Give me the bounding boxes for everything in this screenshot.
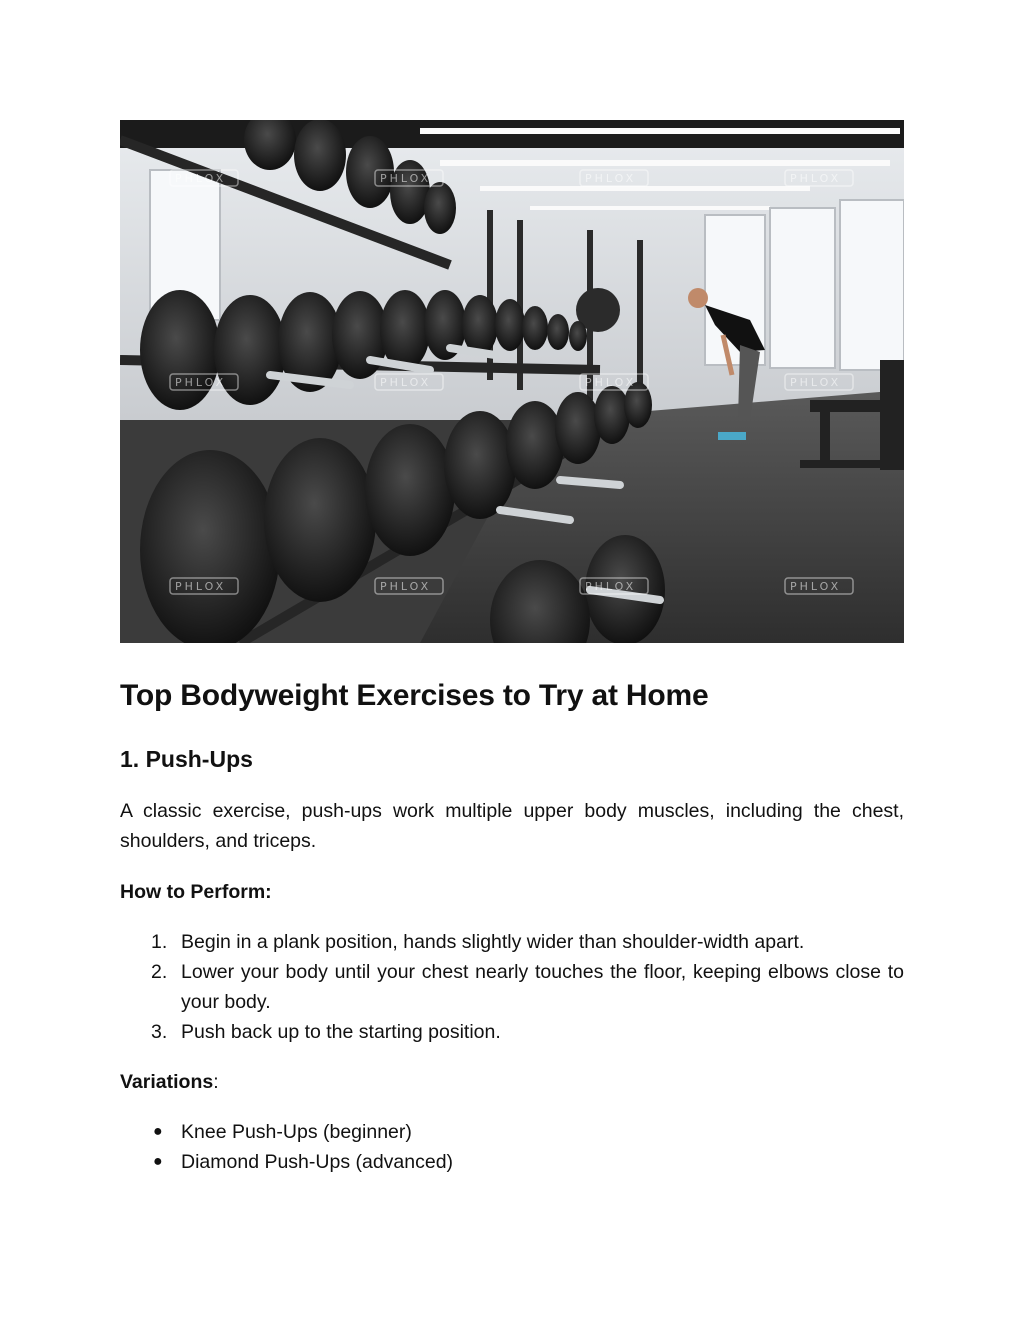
svg-text:PHLOX: PHLOX [175,172,227,185]
svg-text:PHLOX: PHLOX [585,580,637,593]
intro-paragraph: A classic exercise, push-ups work multiple upper body muscles, including the chest, shoulders, and triceps. [120,800,904,852]
svg-text:PHLOX: PHLOX [175,580,227,593]
list-item [120,927,904,957]
list-number: 1. [151,931,168,953]
how-to-label: How to Perform: [120,881,272,903]
variations-label [120,1067,219,1097]
list-item [120,1117,904,1147]
article-title: Top Bodyweight Exercises to Try at Home [120,679,709,712]
svg-text:PHLOX: PHLOX [790,172,842,185]
step-text: Begin in a plank position, hands slightly wider than shoulder-width apart. [181,931,805,953]
bullet-icon: ● [153,1153,163,1170]
list-number: 3. [151,1021,168,1043]
variation-text: Knee Push-Ups (beginner) [181,1121,412,1143]
list-item [120,1017,904,1047]
variation-text: Diamond Push-Ups (advanced) [181,1151,454,1173]
bullet-icon: ● [153,1123,163,1140]
step-text: Push back up to the starting position. [181,1021,501,1043]
list-number: 2. [151,961,168,983]
variations-label-colon: : [213,1071,219,1093]
svg-text:PHLOX: PHLOX [790,376,842,389]
gym-photo [120,120,904,643]
svg-text:PHLOX: PHLOX [585,172,637,185]
svg-text:PHLOX: PHLOX [585,376,637,389]
svg-text:PHLOX: PHLOX [380,172,432,185]
step-text: Lower your body until your chest nearly touches the floor, keeping elbows close to your body. [181,961,904,1013]
svg-text:PHLOX: PHLOX [790,580,842,593]
svg-text:PHLOX: PHLOX [380,580,432,593]
variations-list [120,1117,904,1177]
svg-text:PHLOX: PHLOX [175,376,227,389]
section-title: 1. Push-Ups [120,746,253,772]
variations-label-text: Variations [120,1071,214,1093]
list-item [120,957,904,1017]
list-item [120,1147,904,1177]
svg-text:PHLOX: PHLOX [380,376,432,389]
hero-image [120,120,904,643]
steps-list [120,927,904,1047]
